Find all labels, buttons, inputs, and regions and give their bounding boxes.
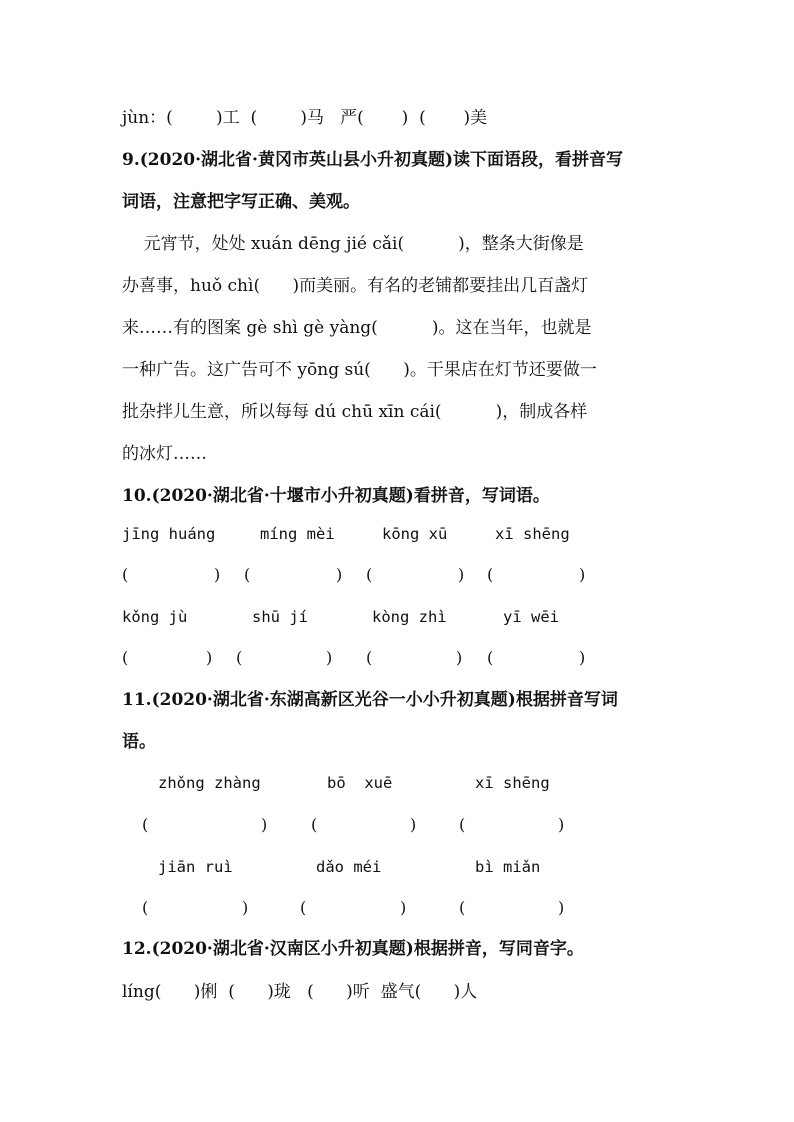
q11-answer-close: ) [558,898,565,917]
q10-answer-open: ( [366,648,373,667]
q11-pinyin: jiān ruì [158,858,233,876]
q11-pinyin: xī shēng [475,774,550,792]
q10-answer-open: ( [122,648,129,667]
q11-pinyin: bō xuē [327,774,393,792]
q10-answer-close: ) [206,648,213,667]
q10-answer-open: ( [244,565,251,584]
q10-answer-open: ( [487,565,494,584]
q10-pinyin: kōng xū [382,525,448,543]
q9-para-line: 办喜事，huǒ chì( )而美丽。有名的老铺都要挂出几百盏灯 [122,276,589,296]
q11-header-line1: 11.(2020·湖北省·东湖高新区光谷一小小升初真题)根据拼音写词 [122,690,618,710]
q10-pinyin: jīng huáng [122,525,216,543]
q10-answer-open: ( [487,648,494,667]
q9-para-line: 元宵节，处处 xuán dēng jié cǎi( )，整条大街像是 [122,234,584,254]
q9-header-line2: 词语，注意把字写正确、美观。 [122,192,360,212]
q11-pinyin: dǎo méi [316,858,382,876]
q10-pinyin: shū jí [252,608,308,626]
q9-para-line: 来……有的图案 gè shì gè yàng( )。这在当年，也就是 [122,318,592,338]
q9-header-line1: 9.(2020·湖北省·黄冈市英山县小升初真题)读下面语段，看拼音写 [122,150,623,170]
q11-answer-close: ) [558,815,565,834]
q11-answer-open: ( [459,815,466,834]
q10-answer-open: ( [122,565,129,584]
q10-pinyin: kǒng jù [122,608,188,626]
q9-para-line: 一种广告。这广告可不 yōng sú( )。干果店在灯节还要做一 [122,360,597,380]
q9-para-line: 的冰灯…… [122,444,207,464]
q10-answer-open: ( [236,648,243,667]
q10-header: 10.(2020·湖北省·十堰市小升初真题)看拼音，写词语。 [122,486,550,506]
q11-pinyin: zhǒng zhàng [158,774,261,792]
q11-answer-close: ) [242,898,249,917]
q10-answer-close: ) [336,565,343,584]
q10-answer-close: ) [214,565,221,584]
q11-answer-close: ) [400,898,407,917]
q12-line: líng( )俐 ( )珑 ( )听 盛气( )人 [122,982,478,1002]
q11-pinyin: bì miǎn [475,858,541,876]
q10-answer-close: ) [326,648,333,667]
q11-answer-close: ) [410,815,417,834]
jun-line: jùn：( )工 ( )马 严( ) ( )美 [122,108,488,128]
q11-answer-open: ( [142,898,149,917]
q11-answer-open: ( [300,898,307,917]
q11-answer-open: ( [142,815,149,834]
q10-pinyin: xī shēng [495,525,570,543]
q11-answer-close: ) [261,815,268,834]
q9-para-line: 批杂拌儿生意，所以每每 dú chū xīn cái( )，制成各样 [122,402,588,422]
q11-header-line2: 语。 [122,732,156,752]
q10-answer-open: ( [366,565,373,584]
q10-pinyin: míng mèi [260,525,335,543]
q11-answer-open: ( [311,815,318,834]
q10-pinyin: yī wēi [503,608,559,626]
q10-answer-close: ) [579,565,586,584]
q10-answer-close: ) [579,648,586,667]
q11-answer-open: ( [459,898,466,917]
q10-answer-close: ) [458,565,465,584]
q10-pinyin: kòng zhì [372,608,447,626]
q12-header: 12.(2020·湖北省·汉南区小升初真题)根据拼音，写同音字。 [122,939,584,959]
q10-answer-close: ) [456,648,463,667]
